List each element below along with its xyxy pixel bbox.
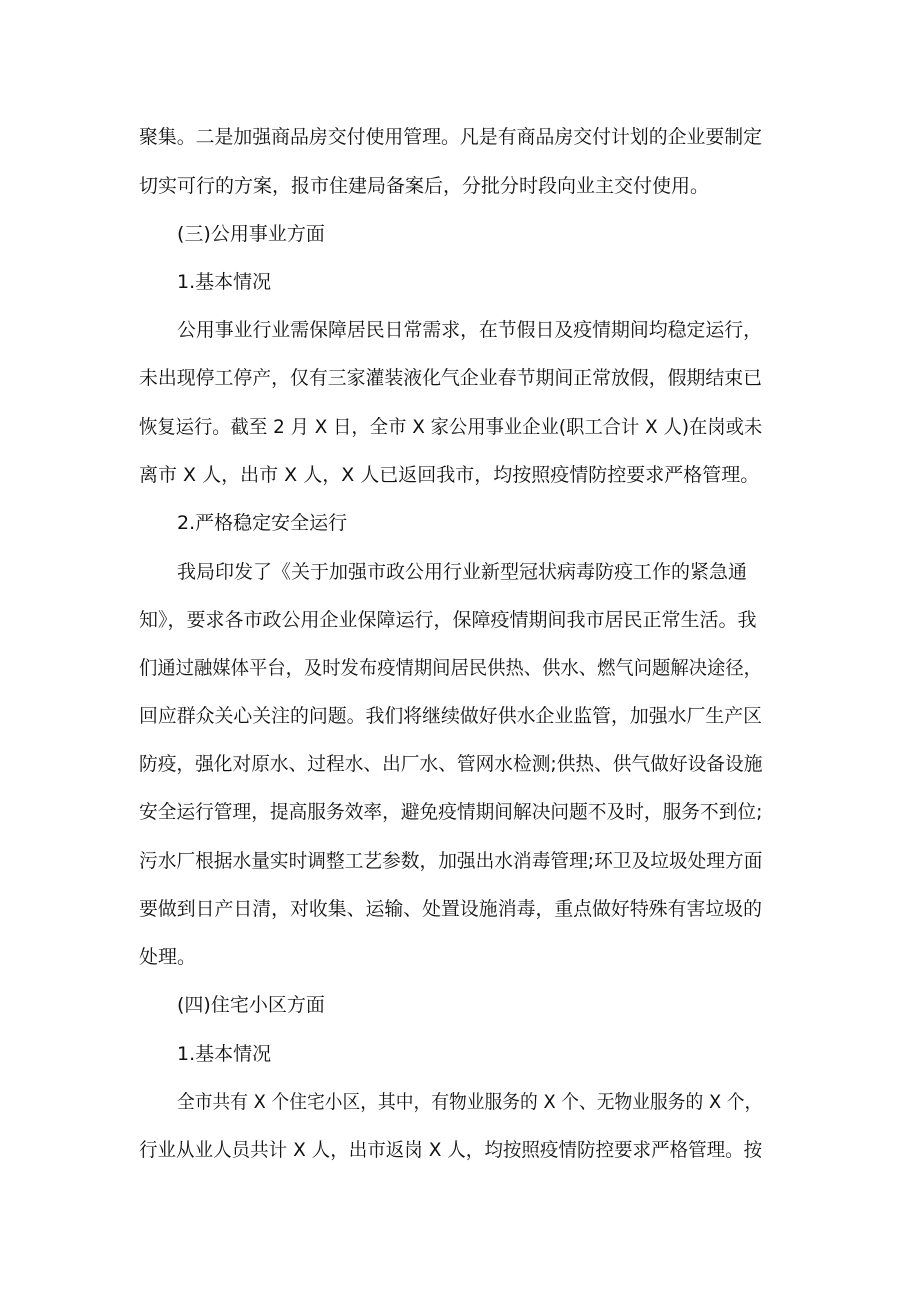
paragraph-line: 安全运行管理，提高服务效率，避免疫情期间解决问题不及时，服务不到位;: [139, 801, 763, 823]
paragraph-line: 回应群众关心关注的问题。我们将继续做好供水企业监管，加强水厂生产区: [139, 705, 763, 727]
subsection-heading: 2.严格稳定安全运行: [177, 512, 348, 534]
paragraph-line: 知》，要求各市政公用企业保障运行，保障疫情期间我市居民正常生活。我: [139, 609, 757, 631]
paragraph-line: 防疫，强化对原水、过程水、出厂水、管网水检测;供热、供气做好设备设施: [139, 753, 763, 775]
paragraph-line: 公用事业行业需保障居民日常需求，在节假日及疫情期间均稳定运行，: [177, 319, 763, 341]
paragraph-line: 聚集。二是加强商品房交付使用管理。凡是有商品房交付计划的企业要制定: [139, 126, 763, 148]
paragraph-line: 恢复运行。截至 2 月 X 日，全市 X 家公用事业企业(职工合计 X 人)在岗或未: [139, 416, 763, 438]
paragraph-line: 行业从业人员共计 X 人，出市返岗 X 人，均按照疫情防控要求严格管理。按: [139, 1139, 763, 1161]
paragraph-line: 切实可行的方案，报市住建局备案后，分批分时段向业主交付使用。: [139, 175, 710, 197]
paragraph-line: 离市 X 人，出市 X 人，X 人已返回我市，均按照疫情防控要求严格管理。: [139, 464, 760, 486]
paragraph-line: 全市共有 X 个住宅小区，其中，有物业服务的 X 个、无物业服务的 X 个，: [177, 1091, 763, 1113]
section-heading: (四)住宅小区方面: [177, 994, 325, 1016]
section-heading: (三)公用事业方面: [177, 223, 325, 245]
paragraph-line: 未出现停工停产，仅有三家灌装液化气企业春节期间正常放假，假期结束已: [139, 367, 763, 389]
paragraph-line: 们通过融媒体平台，及时发布疫情期间居民供热、供水、燃气问题解决途径，: [139, 657, 763, 679]
paragraph-line: 要做到日产日清，对收集、运输、处置设施消毒，重点做好特殊有害垃圾的: [139, 898, 763, 920]
subsection-heading: 1.基本情况: [177, 1043, 272, 1065]
paragraph-line: 我局印发了《关于加强市政公用行业新型冠状病毒防疫工作的紧急通: [177, 561, 748, 583]
paragraph-line: 处理。: [139, 946, 197, 968]
paragraph-line: 污水厂根据水量实时调整工艺参数，加强出水消毒管理;环卫及垃圾处理方面: [139, 850, 763, 872]
subsection-heading: 1.基本情况: [177, 271, 272, 293]
